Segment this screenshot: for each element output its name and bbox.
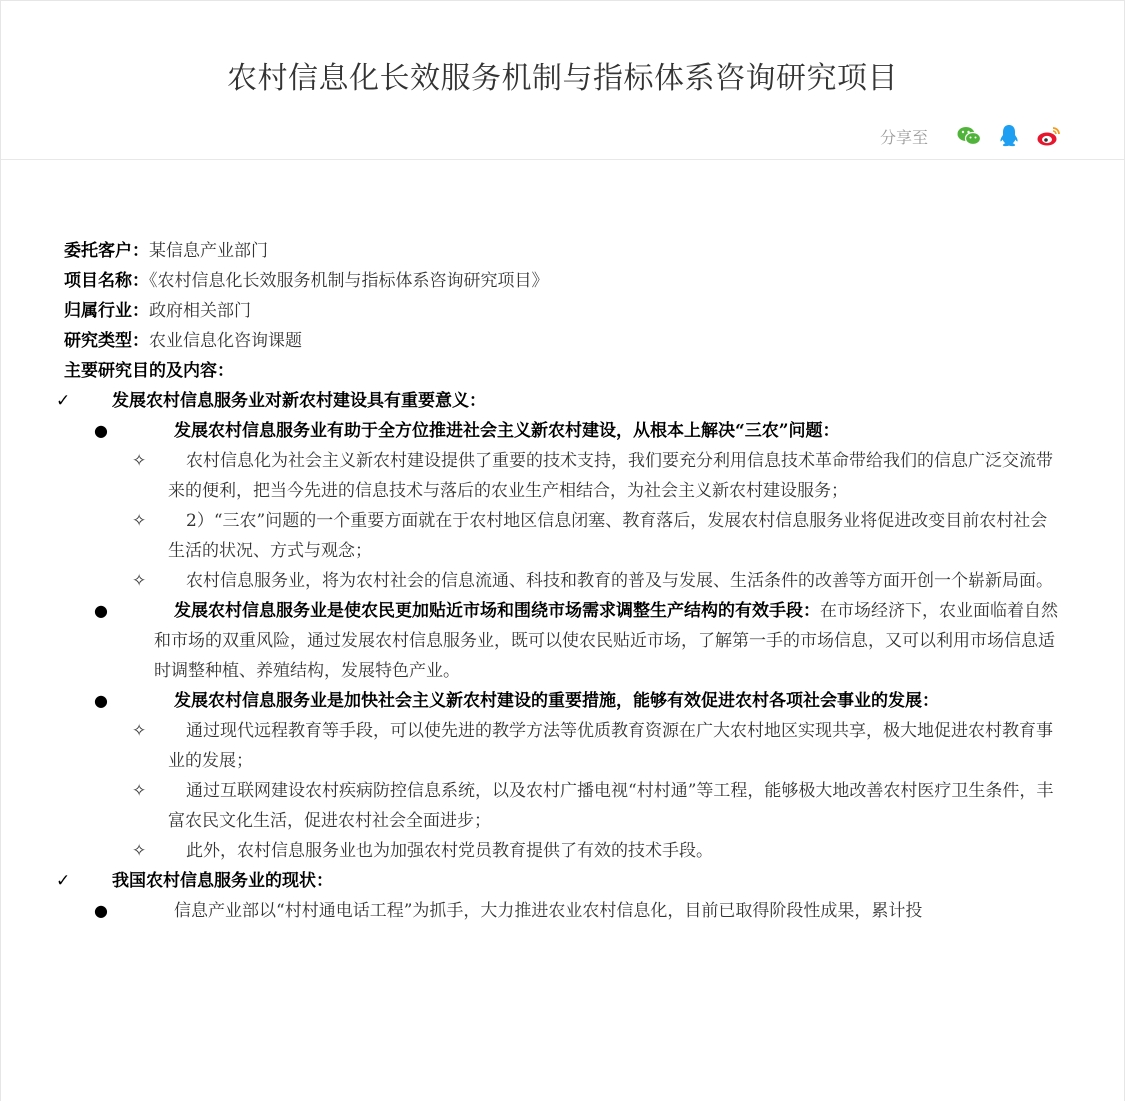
share-bar — [880, 123, 1062, 149]
share-label: 分享至 — [879, 127, 928, 147]
section-1-point-1: ● 发展农村信息服务业有助于全方位推进社会主义新农村建设，从根本上解决“三农”问题： — [134, 416, 1064, 446]
checkmark-icon: ✓ — [56, 391, 71, 411]
weibo-icon[interactable] — [1036, 123, 1062, 149]
checkmark-icon: ✓ — [56, 871, 71, 891]
list-item: ✧ 农村信息服务业，将为农村社会的信息流通、科技和教育的普及与发展、生活条件的改善等方面开创一个崭新局面。 — [168, 566, 1064, 596]
section-1-heading: ✓ 发展农村信息服务业对新农村建设具有重要意义： — [56, 386, 1064, 416]
diamond-bullet-icon: ✧ — [132, 841, 147, 861]
bullet-icon: ● — [94, 691, 108, 710]
bullet-icon: ● — [94, 901, 108, 920]
diamond-bullet-icon: ✧ — [132, 721, 147, 741]
list-item: ✧ 2）“三农”问题的一个重要方面就在于农村地区信息闭塞、教育落后，发展农村信息服务业将促进改变目前农村社会生活的状况、方式与观念； — [168, 506, 1064, 566]
wechat-icon[interactable] — [956, 123, 982, 149]
qq-icon[interactable] — [996, 123, 1022, 149]
diamond-bullet-icon: ✧ — [132, 511, 147, 531]
list-item: ✧ 此外，农村信息服务业也为加强农村党员教育提供了有效的技术手段。 — [168, 836, 1064, 866]
meta-client: 委托客户：某信息产业部门 — [64, 241, 268, 261]
meta-industry: 归属行业：政府相关部门 — [64, 301, 251, 321]
list-item: ✧ 农村信息化为社会主义新农村建设提供了重要的技术支持，我们要充分利用信息技术革命带给我们的信息广泛交流带来的便利，把当今先进的信息技术与落后的农业生产相结合，为社会主义新农村建设服务； — [168, 446, 1064, 506]
section-1-point-2: ● 发展农村信息服务业是使农民更加贴近市场和围绕市场需求调整生产结构的有效手段：在市场经济下，农业面临着自然和市场的双重风险，通过发展农村信息服务业，既可以使农民贴近市场，了解第一手的市场信息，又可以利用市场信息适时调整种植、养殖结构，发展特色产业。 — [134, 596, 1064, 686]
diamond-bullet-icon: ✧ — [132, 781, 147, 801]
article-header — [1, 1, 1124, 160]
list-item: ✧ 通过互联网建设农村疾病防控信息系统，以及农村广播电视“村村通”等工程，能够极大地改善农村医疗卫生条件，丰富农民文化生活，促进农村社会全面进步； — [168, 776, 1064, 836]
meta-research-type: 研究类型：农业信息化咨询课题 — [64, 331, 302, 351]
bullet-icon: ● — [94, 601, 108, 620]
list-item: ✧ 通过现代远程教育等手段，可以使先进的教学方法等优质教育资源在广大农村地区实现共享，极大地促进农村教育事业的发展； — [168, 716, 1064, 776]
section-1-point-3: ● 发展农村信息服务业是加快社会主义新农村建设的重要措施，能够有效促进农村各项社会事业的发展： — [134, 686, 1064, 716]
article-body — [56, 236, 1064, 926]
section-2-point-1: ● 信息产业部以“村村通电话工程”为抓手，大力推进农业农村信息化，目前已取得阶段性成果，累计投 — [134, 896, 1064, 926]
meta-project-name: 项目名称：《农村信息化长效服务机制与指标体系咨询研究项目》 — [64, 271, 549, 291]
diamond-bullet-icon: ✧ — [132, 451, 147, 471]
diamond-bullet-icon: ✧ — [132, 571, 147, 591]
page-title: 农村信息化长效服务机制与指标体系咨询研究项目 — [227, 61, 898, 96]
section-2-heading: ✓ 我国农村信息服务业的现状： — [56, 866, 1064, 896]
bullet-icon: ● — [94, 421, 108, 440]
meta-research-content: 主要研究目的及内容： — [64, 361, 234, 381]
